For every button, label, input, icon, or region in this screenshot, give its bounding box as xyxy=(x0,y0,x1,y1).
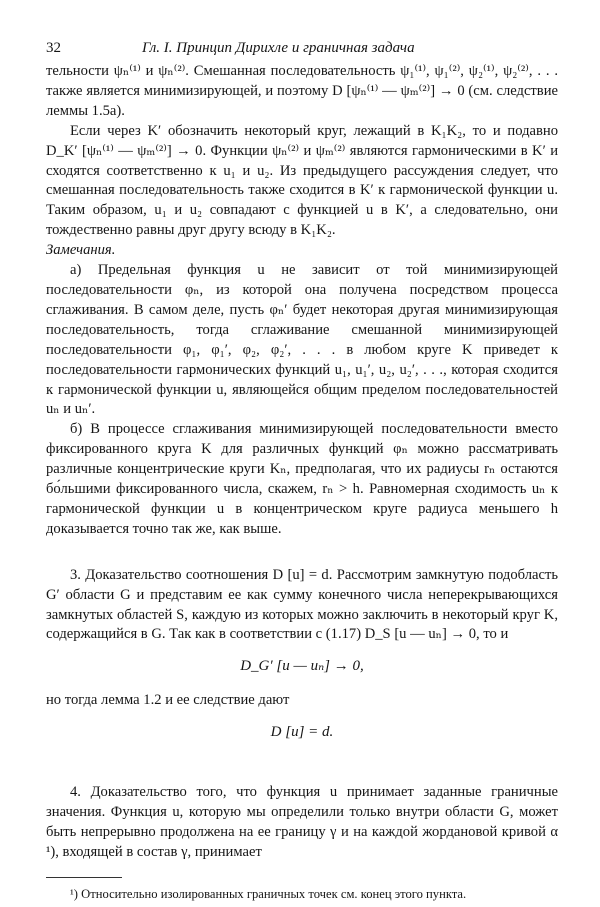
formula-du-equals-d: D [u] = d. xyxy=(270,724,334,741)
remark-a: а) Предельная функция u не зависит от той минимизирующей последовательности φₙ, из которой она получена посредством процесса сглаживания. В самом деле, пусть φₙ′ будет некоторая другая минимизирующая последовательность, тогда сглаживание смешанной минимизирующей последовательности φ₁, φ₁′, φ₂, φ₂′, . . . в любом круге K приведет к последовательности гармонических функций u₁, u₁′, u₂, u₂′, . . ., которая сходится к гармонической функции u, являющейся общим пределом последовательностей uₙ и uₙ′. xyxy=(46,262,558,418)
section-gap xyxy=(46,540,558,566)
paragraph-circle-k-prime: Если через K′ обозначить некоторый круг, лежащий в K₁K₂, то и подавно D_K′ [ψₙ⁽¹⁾ — ψₘ⁽²⁾] → 0. Функции ψₙ⁽²⁾ и ψₘ⁽²⁾ являются гармоническими в K′ и сходятся соответственно к u₁ и u₂. Из предыдущего рассуждения следует, что смешанная последовательность также сходится в K′ к гармонической функции u. Таким образом, u₁ и u₂ совпадают с функцией u в K′, а следовательно, они тождественно равны друг другу всюду в K₁K₂. xyxy=(46,122,558,239)
footnote-rule xyxy=(46,877,122,878)
page xyxy=(46,40,558,902)
remarks-heading: Замечания. xyxy=(46,242,116,259)
paragraph-continuation: тельности ψₙ⁽¹⁾ и ψₙ⁽²⁾. Смешанная последовательность ψ₁⁽¹⁾, ψ₁⁽²⁾, ψ₂⁽¹⁾, ψ₂⁽²⁾, . . . также является минимизирующей, и поэтому D [ψₙ⁽¹⁾ — ψₘ⁽²⁾] → 0 (см. следствие леммы 1.5а). xyxy=(46,63,558,119)
page-header xyxy=(46,40,558,62)
footnote: ¹) Относительно изолированных граничных точек см. конец этого пункта. xyxy=(70,886,467,901)
paragraph-lemma-1-2: но тогда лемма 1.2 и ее следствие дают xyxy=(46,692,290,709)
section-gap-2 xyxy=(46,757,558,783)
section-3-paragraph: 3. Доказательство соотношения D [u] = d. Рассмотрим замкнутую подобласть G′ области G и представим ее как сумму конечного числа неперекрывающихся замкнутых областей S, каждую из которых можно заключить в некоторый круг K, содержащийся в G. Так как в соответствии с (1.17) D_S [u — uₙ] → 0, то и xyxy=(46,566,558,643)
body-text xyxy=(46,62,558,863)
page-number: 32 xyxy=(46,40,61,56)
formula-dg-prime: D_G′ [u — uₙ] → 0, xyxy=(240,658,364,675)
section-4-paragraph: 4. Доказательство того, что функция u принимает заданные граничные значения. Функция u, которую мы определили только внутри области G, может быть непрерывно продолжена на ее границу γ и на каждой жордановой кривой α ¹), входящей в состав γ, принимает xyxy=(46,784,558,860)
running-title: Гл. I. Принцип Дирихле и граничная задача xyxy=(142,40,415,56)
remark-b: б) В процессе сглаживания минимизирующей последовательности вместо фиксированного круга K для различных функций φₙ можно рассматривать различные концентрические круги Kₙ, предполагая, что их радиусы rₙ остаются бо́льшими фиксированного числа, скажем, rₙ > h. Равномерная сходимость uₙ к гармонической функции u в концентрическом круге радиуса меньшего h доказывается точно так же, как выше. xyxy=(46,421,558,537)
